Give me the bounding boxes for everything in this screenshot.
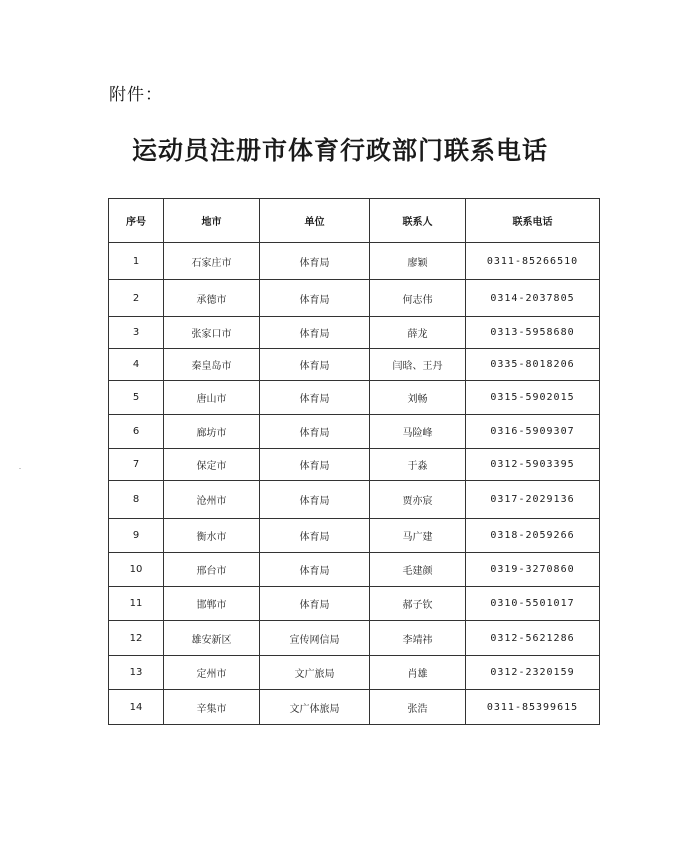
cell-index: 9 <box>109 519 164 553</box>
cell-city: 张家口市 <box>164 317 260 349</box>
column-header-phone: 联系电话 <box>466 199 600 243</box>
cell-contact: 何志伟 <box>370 280 466 317</box>
cell-contact: 薛龙 <box>370 317 466 349</box>
cell-contact: 刘畅 <box>370 381 466 415</box>
cell-contact: 张浩 <box>370 690 466 725</box>
cell-unit: 体育局 <box>260 349 370 381</box>
cell-contact: 马险峰 <box>370 415 466 449</box>
cell-city: 保定市 <box>164 449 260 481</box>
table-row <box>109 317 600 349</box>
cell-unit: 体育局 <box>260 587 370 621</box>
table-row <box>109 280 600 317</box>
cell-city: 定州市 <box>164 656 260 690</box>
cell-unit: 体育局 <box>260 280 370 317</box>
cell-index: 2 <box>109 280 164 317</box>
cell-unit: 文广旅局 <box>260 656 370 690</box>
cell-phone: 0311-85399615 <box>466 690 600 725</box>
cell-city: 承德市 <box>164 280 260 317</box>
cell-phone: 0312-5621286 <box>466 621 600 656</box>
cell-index: 8 <box>109 481 164 519</box>
cell-city: 辛集市 <box>164 690 260 725</box>
table-row <box>109 415 600 449</box>
cell-contact: 郝子钦 <box>370 587 466 621</box>
table-row <box>109 553 600 587</box>
cell-contact: 李靖祎 <box>370 621 466 656</box>
cell-unit: 体育局 <box>260 381 370 415</box>
cell-index: 1 <box>109 243 164 280</box>
cell-city: 唐山市 <box>164 381 260 415</box>
table-row <box>109 587 600 621</box>
cell-contact: 毛建颜 <box>370 553 466 587</box>
contact-table <box>108 198 600 725</box>
cell-contact: 廖颖 <box>370 243 466 280</box>
cell-phone: 0311-85266510 <box>466 243 600 280</box>
cell-phone: 0314-2037805 <box>466 280 600 317</box>
cell-unit: 体育局 <box>260 553 370 587</box>
table-row <box>109 481 600 519</box>
cell-unit: 宣传网信局 <box>260 621 370 656</box>
cell-index: 12 <box>109 621 164 656</box>
cell-unit: 体育局 <box>260 317 370 349</box>
cell-unit: 体育局 <box>260 243 370 280</box>
document-title: 运动员注册市体育行政部门联系电话 <box>131 136 548 165</box>
cell-index: 6 <box>109 415 164 449</box>
cell-phone: 0316-5909307 <box>466 415 600 449</box>
cell-phone: 0335-8018206 <box>466 349 600 381</box>
table-row <box>109 690 600 725</box>
cell-city: 沧州市 <box>164 481 260 519</box>
cell-contact: 肖雄 <box>370 656 466 690</box>
column-header-unit: 单位 <box>260 199 370 243</box>
table-row <box>109 656 600 690</box>
table-row <box>109 243 600 280</box>
cell-phone: 0319-3270860 <box>466 553 600 587</box>
cell-phone: 0312-5903395 <box>466 449 600 481</box>
cell-contact: 于淼 <box>370 449 466 481</box>
table-row <box>109 381 600 415</box>
cell-phone: 0312-2320159 <box>466 656 600 690</box>
cell-index: 11 <box>109 587 164 621</box>
column-header-contact: 联系人 <box>370 199 466 243</box>
cell-index: 4 <box>109 349 164 381</box>
cell-city: 秦皇岛市 <box>164 349 260 381</box>
cell-unit: 文广体旅局 <box>260 690 370 725</box>
table-row <box>109 519 600 553</box>
scan-mark <box>19 468 21 469</box>
attachment-label: 附件： <box>109 85 163 105</box>
cell-index: 5 <box>109 381 164 415</box>
cell-unit: 体育局 <box>260 481 370 519</box>
cell-city: 廊坊市 <box>164 415 260 449</box>
cell-phone: 0310-5501017 <box>466 587 600 621</box>
cell-city: 雄安新区 <box>164 621 260 656</box>
cell-unit: 体育局 <box>260 449 370 481</box>
cell-index: 10 <box>109 553 164 587</box>
column-header-city: 地市 <box>164 199 260 243</box>
table-row <box>109 621 600 656</box>
cell-phone: 0318-2059266 <box>466 519 600 553</box>
cell-phone: 0315-5902015 <box>466 381 600 415</box>
cell-index: 7 <box>109 449 164 481</box>
cell-unit: 体育局 <box>260 519 370 553</box>
cell-phone: 0313-5958680 <box>466 317 600 349</box>
column-header-index: 序号 <box>109 199 164 243</box>
cell-city: 石家庄市 <box>164 243 260 280</box>
cell-unit: 体育局 <box>260 415 370 449</box>
cell-contact: 马广建 <box>370 519 466 553</box>
cell-contact: 闫晗、王丹 <box>370 349 466 381</box>
table-header-row <box>109 199 600 243</box>
cell-city: 衡水市 <box>164 519 260 553</box>
cell-city: 邯郸市 <box>164 587 260 621</box>
table-row <box>109 349 600 381</box>
cell-city: 邢台市 <box>164 553 260 587</box>
cell-index: 14 <box>109 690 164 725</box>
cell-index: 13 <box>109 656 164 690</box>
cell-index: 3 <box>109 317 164 349</box>
cell-phone: 0317-2029136 <box>466 481 600 519</box>
cell-contact: 贾亦宸 <box>370 481 466 519</box>
table-row <box>109 449 600 481</box>
